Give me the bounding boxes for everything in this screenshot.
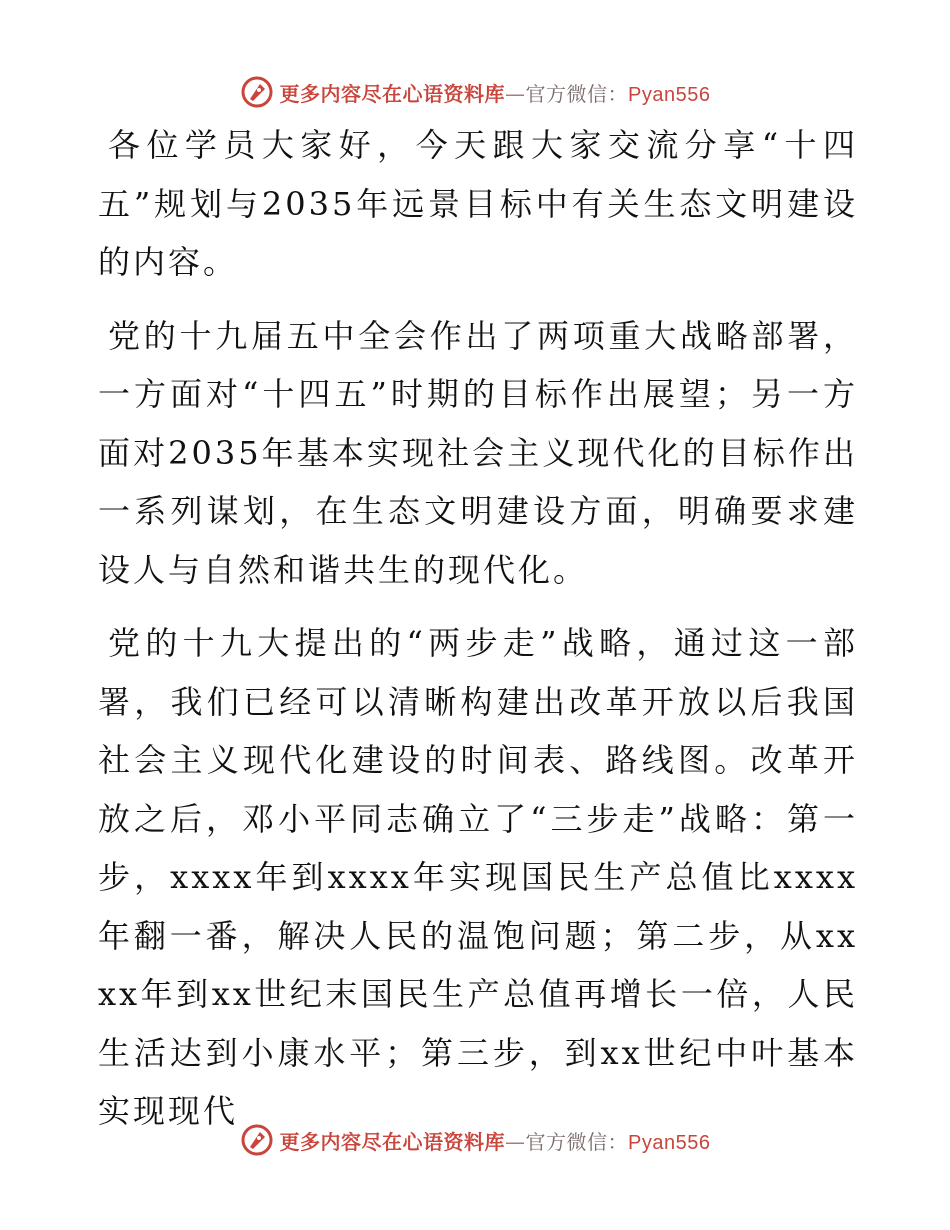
- footer-watermark: [0, 1120, 950, 1160]
- watermark-text: 更多内容尽在心语资料库—官方微信：Pyan556: [279, 81, 711, 106]
- paragraph: 党的十九大提出的“两步走”战略，通过这一部署，我们已经可以清晰构建出改革开放以后我国社会主义现代化建设的时间表、路线图。改革开放之后，邓小平同志确立了“三步走”战略：第一步，xxxx年到xxxx年实现国民生产总值比xxxx年翻一番，解决人民的温饱问题；第二步，从xxxx年到xx世纪末国民生产总值再增长一倍，人民生活达到小康水平；第三步，到xx世纪中叶基本实现现代: [98, 624, 858, 1130]
- header-watermark: [0, 72, 950, 112]
- paragraph: 各位学员大家好，今天跟大家交流分享“十四五”规划与2035年远景目标中有关生态文明建设的内容。: [98, 126, 858, 281]
- pen-nib-circle-icon: [240, 75, 274, 109]
- pen-nib-circle-icon: [240, 1123, 274, 1157]
- document-body: [98, 116, 858, 1156]
- watermark-text: 更多内容尽在心语资料库—官方微信：Pyan556: [279, 1129, 711, 1154]
- paragraph: 党的十九届五中全会作出了两项重大战略部署，一方面对“十四五”时期的目标作出展望；另一方面对2035年基本实现社会主义现代化的目标作出一系列谋划，在生态文明建设方面，明确要求建设人与自然和谐共生的现代化。: [98, 316, 858, 589]
